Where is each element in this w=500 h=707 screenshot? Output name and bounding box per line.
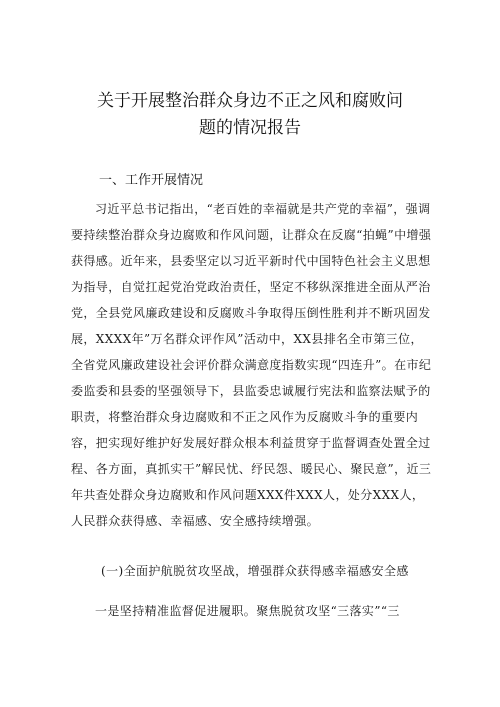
document-title-line-2: 题的情况报告 [199,118,301,138]
section-heading-work-status: 一、工作开展情况 [99,173,204,188]
subsection-heading-poverty-alleviation: (一)全面护航脱贫攻坚战，增强群众获得感幸福感安全感 [101,564,409,578]
document-title-line-1: 关于开展整治群众身边不正之风和腐败问 [97,91,403,111]
section-paragraph: 习近平总书记指出，“老百姓的幸福就是共产党的幸福”，强调要持续整治群众身边腐败和作风问题，让群众在反腐“拍蝇”中增强获得感。近年来，县委坚定以习近平新时代中国特色社会主义思想为指导，自觉扛起党治党政治责任，坚定不移纵深推进全面从严治党，全县党风廉政建设和反腐败斗争取得压倒性胜利并不断巩固发展，XXXX年”万名群众评作风”活动中，XX县排名全市第三位，全省党风廉政建设社会评价群众满意度指数实现“四连升”。在市纪委监委和县委的坚强领导下，县监委忠诚履行宪法和监察法赋予的职责，将整治群众身边腐败和不正之风作为反腐败斗争的重要内容，把实现好维护好发展好群众根本利益贯穿于监督调查处置全过程、各方面，真抓实干”解民忧、纾民怨、暖民心、聚民意”，近三年共查处群众身边腐败和作风问题XXX件XXX人，处分XXX人，人民群众获得感、幸福感、安全感持续增强。 [71,202,432,528]
section-body [71,196,433,534]
document-title [60,88,440,142]
subsection-paragraph: 一是坚持精准监督促进履职。聚焦脱贫攻坚“三落实”“三 [95,604,400,618]
